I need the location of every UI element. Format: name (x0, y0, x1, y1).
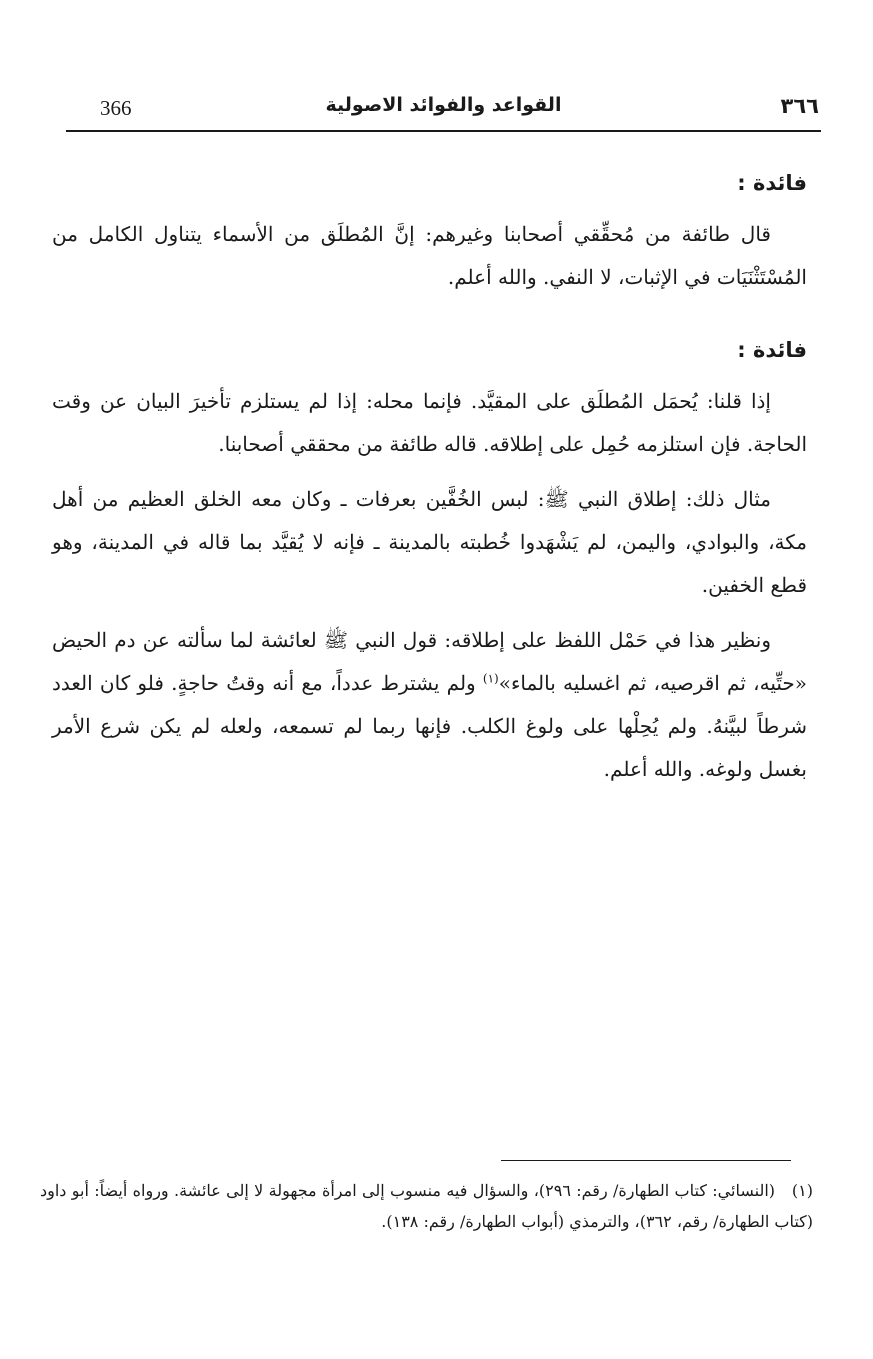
section-heading-2: فائدة : (737, 338, 807, 362)
paragraph-4-text-a: ونظير هذا في حَمْل اللفظ على إطلاقه: قول النبي ﷺ لعائشة لما سألته عن دم الحيض «حتِّيه، ثم اقرصيه، ثم اغسليه بالماء» (52, 628, 807, 695)
header-rule (66, 130, 821, 132)
main-text (52, 162, 807, 791)
footnote-marker: (١) (791, 1181, 814, 1200)
running-title: القواعد والفوائد الاصولية (325, 94, 562, 116)
footnote-rule (501, 1160, 791, 1161)
running-header (66, 92, 821, 128)
paragraph-4 (52, 619, 807, 791)
paragraph-4-text-b: ولم يشترط عدداً، مع أنه وقتُ حاجةٍ. فلو كان العدد شرطاً لبيَّنهُ. ولم يُحِلْها على ولوغ الكلب. فإنها ربما لم تسمعه، ولعله لم يكن شرع الأمر بغسل ولوغه. والله أعلم. (52, 671, 807, 781)
footnote-reference[interactable]: (١) (482, 671, 499, 686)
paragraph-3: مثال ذلك: إطلاق النبي ﷺ: لبس الخُفَّين بعرفات ـ وكان معه الخلق العظيم من أهل مكة، والبوادي، واليمن، لم يَشْهَدوا خُطبته بالمدينة ـ فإنه لا يُقيَّد بما قاله في المدينة، وهو قطع الخفين. (52, 487, 807, 597)
footnote-text: (النسائي: كتاب الطهارة/ رقم: ٢٩٦)، والسؤال فيه منسوب إلى امرأة مجهولة لا إلى عائشة. ورواه أيضاً: أبو داود (كتاب الطهارة/ رقم، ٣٦٢)، والترمذي (أبواب الطهارة/ رقم: ١٣٨). (40, 1181, 813, 1231)
section-heading-1: فائدة : (737, 171, 807, 195)
paragraph-1: قال طائفة من مُحقِّقي أصحابنا وغيرهم: إنَّ المُطلَق من الأسماء يتناول الكامل من المُسْتَثْنَيَات في الإثبات، لا النفي. والله أعلم. (52, 222, 807, 289)
page-number-arabic: ٣٦٦ (780, 94, 819, 118)
paragraph-2: إذا قلنا: يُحمَل المُطلَق على المقيَّد. فإنما محله: إذا لم يستلزم تأخيرَ البيان عن وقت الحاجة. فإن استلزمه حُمِل على إطلاقه. قاله طائفة من محققي أصحابنا. (52, 389, 807, 456)
footnote (40, 1175, 813, 1237)
page-number-latin: 366 (100, 96, 132, 120)
